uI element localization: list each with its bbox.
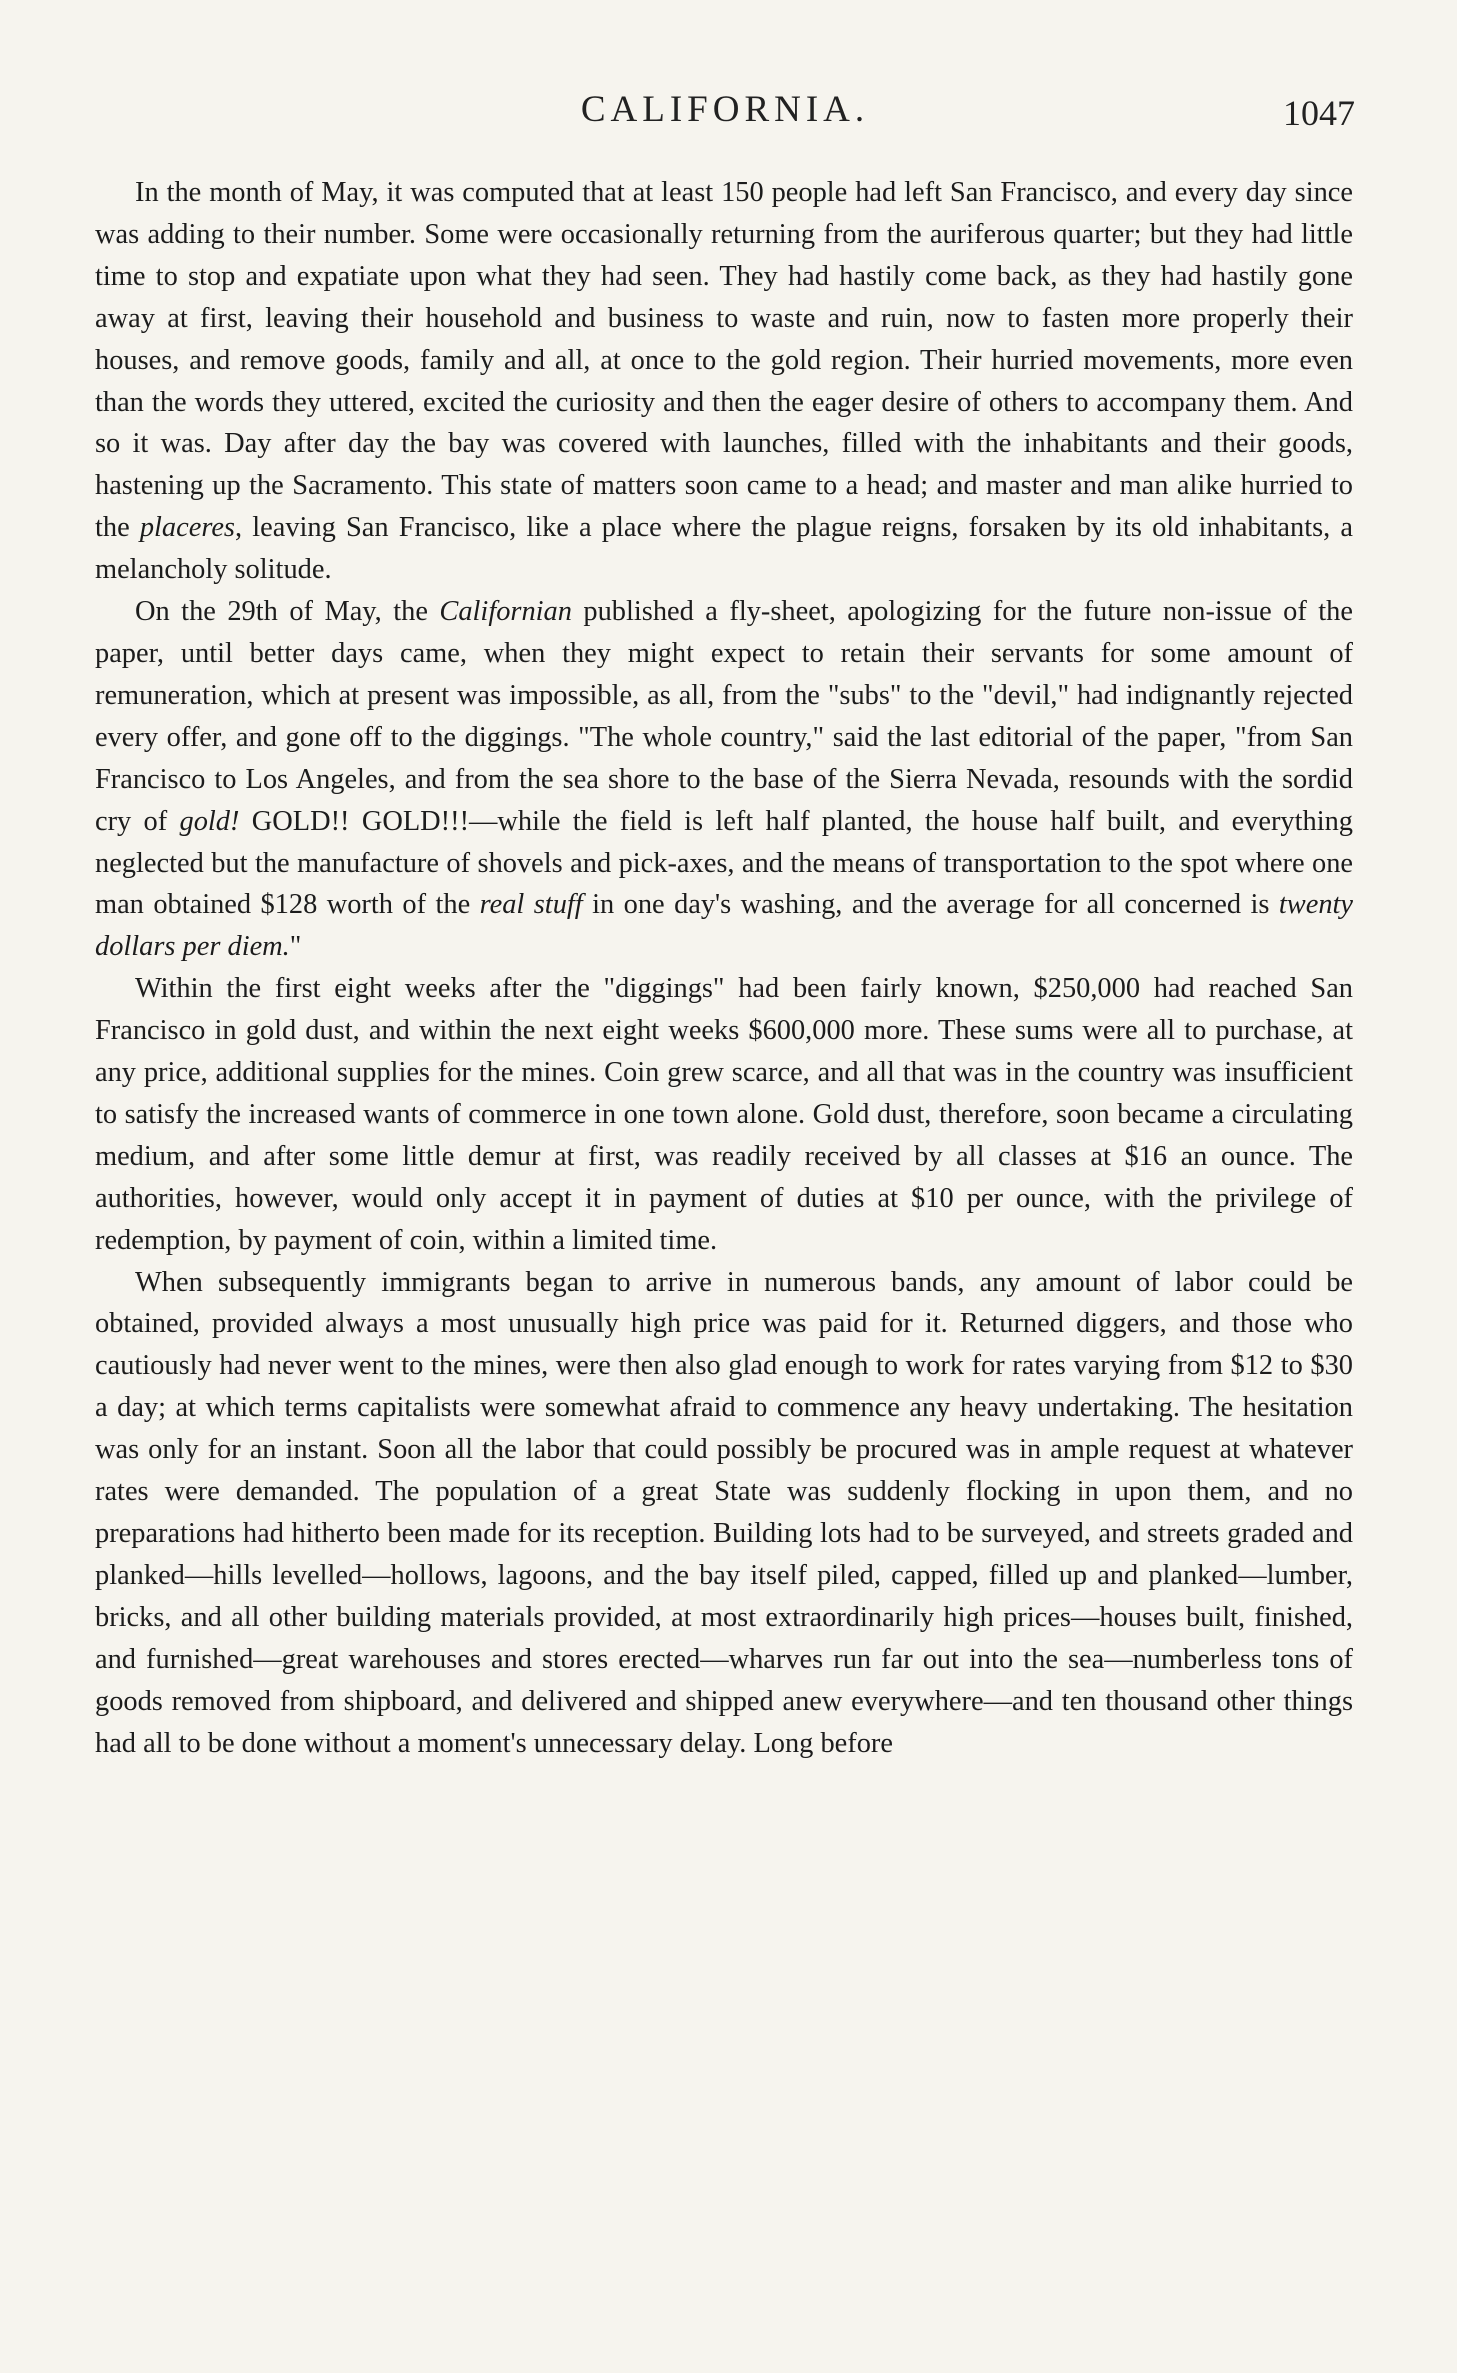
paragraph <box>95 172 1353 591</box>
running-title: CALIFORNIA. <box>580 89 870 130</box>
text-run: Within the first eight weeks after the "diggings" had been fairly known, $250,000 had reached San Francisco in gold dust, and within the next eight weeks $600,000 more. These sums were all to purchase, at any price, additional supplies for the mines. Coin grew scarce, and all that was in the country was insufficient to satisfy the increased wants of commerce in one town alone. Gold dust, therefore, soon became a circulating medium, and after some little demur at first, was readily received by all classes at $16 an ounce. The authorities, however, would only accept it in payment of duties at $10 per ounce, with the privilege of redemption, by payment of coin, within a limited time. <box>95 973 1353 1256</box>
text-run: When subsequently immigrants began to arrive in numerous bands, any amount of labor could be obtained, provided always a most unusually high price was paid for it. Returned diggers, and those who cautiously had never went to the mines, were then also glad enough to work for rates varying from $12 to $30 a day; at which terms capitalists were somewhat afraid to commence any heavy undertaking. The hesitation was only for an instant. Soon all the labor that could possibly be procured was in ample request at whatever rates were demanded. The population of a great State was suddenly flocking in upon them, and no preparations had hitherto been made for its reception. Building lots had to be surveyed, and streets graded and planked—hills levelled—hollows, lagoons, and the bay itself piled, capped, filled up and planked—lumber, bricks, and all other building materials provided, at most extraordinarily high prices—houses built, finished, and furnished—great warehouses and stores erected—wharves run far out into the sea—numberless tons of goods removed from shipboard, and delivered and shipped anew everywhere—and ten thousand other things had all to be done without a moment's unnecessary delay. Long before <box>95 1266 1353 1759</box>
body-text <box>95 172 1353 1764</box>
text-run: in one day's washing, and the average for all concerned is <box>582 889 1279 921</box>
text-run: In the month of May, it was computed that at least 150 people had left San Francisco, and every day since was adding to their number. Some were occasionally returning from the auriferous quarter; but they had little time to stop and expatiate upon what they had seen. They had hastily come back, as they had hastily gone away at first, leaving their household and business to waste and ruin, now to fasten more properly their houses, and remove goods, family and all, at once to the gold region. Their hurried movements, more even than the words they uttered, excited the curiosity and then the eager desire of others to accompany them. And so it was. Day after day the bay was covered with launches, filled with the inhabitants and their goods, hastening up the Sacramento. This state of matters soon came to a head; and master and man alike hurried to the <box>95 177 1353 544</box>
italic-text-run: real stuff <box>479 889 583 921</box>
italic-text-run: placeres <box>139 512 235 544</box>
text-run: On the 29th of May, the <box>135 596 440 628</box>
running-head <box>95 88 1355 148</box>
paragraph <box>95 591 1353 968</box>
paragraph <box>95 968 1353 1261</box>
italic-text-run: twenty dollars per diem. <box>95 889 1354 963</box>
paragraph <box>95 1262 1353 1765</box>
text-run: " <box>289 931 302 963</box>
page-number: 1047 <box>1283 93 1355 133</box>
text-run: published a fly-sheet, apologizing for the future non-issue of the paper, until better days came, when they might expect to retain their servants for some amount of remuneration, which at present was impossible, as all, from the "subs" to the "devil," had indignantly rejected every offer, and gone off to the diggings. "The whole country," said the last editorial of the paper, "from San Francisco to Los Angeles, and from the sea shore to the base of the Sierra Nevada, resounds with the sordid cry of <box>95 596 1353 837</box>
text-run: GOLD!! GOLD!!!—while the field is left half planted, the house half built, and everything neglected but the manufacture of shovels and pick-axes, and the means of transportation to the spot where one man obtained $128 worth of the <box>95 805 1353 921</box>
italic-text-run: Californian <box>439 596 572 628</box>
text-run: , leaving San Francisco, like a place where the plague reigns, forsaken by its old inhabitants, a melancholy solitude. <box>95 512 1353 586</box>
italic-text-run: gold! <box>179 805 240 837</box>
